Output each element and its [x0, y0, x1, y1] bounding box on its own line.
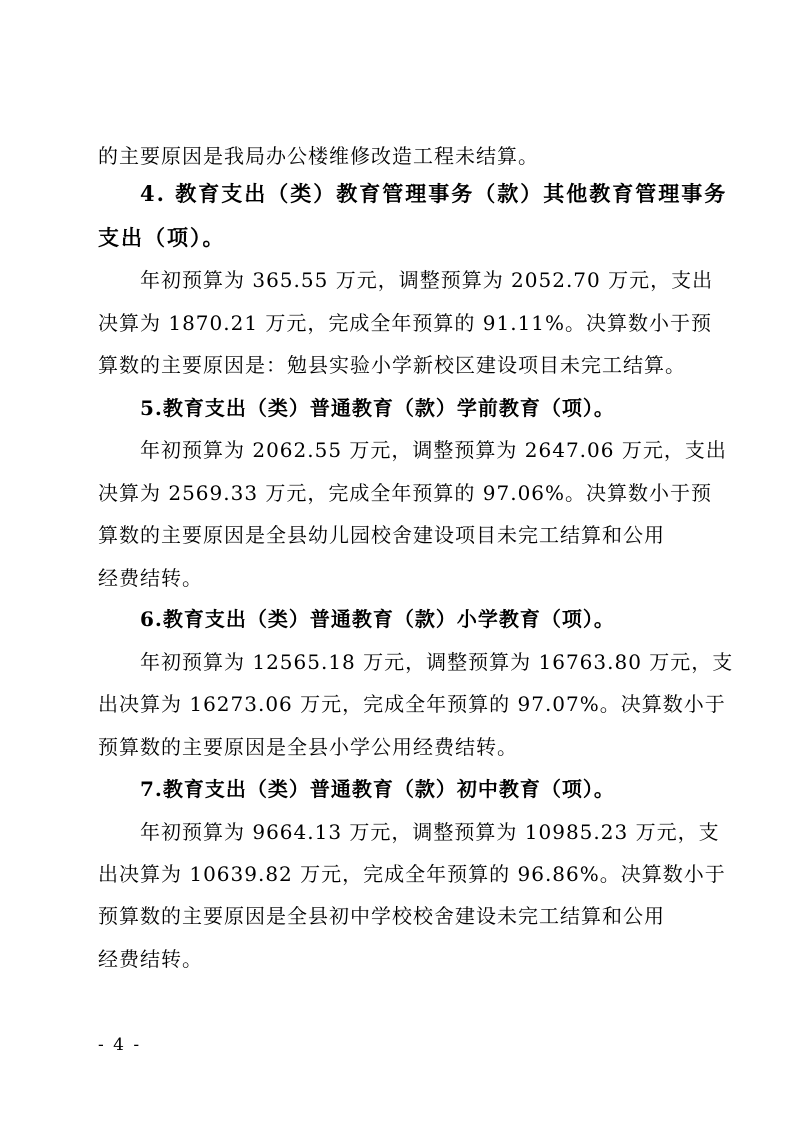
section-4-body-line-1: 年初预算为 365.55 万元，调整预算为 2052.70 万元，支出 — [140, 268, 714, 292]
section-5-body-line-1: 年初预算为 2062.55 万元，调整预算为 2647.06 万元，支出 — [140, 438, 727, 462]
section-4-body-line-2: 决算为 1870.21 万元，完成全年预算的 91.11%。决算数小于预 — [98, 311, 713, 335]
section-6-body-line-1: 年初预算为 12565.18 万元，调整预算为 16763.80 万元，支 — [140, 650, 734, 674]
section-7-body-line-3: 预算数的主要原因是全县初中学校校舍建设未完工结算和公用 — [98, 904, 665, 928]
section-heading-6: 6.教育支出（类）普通教育（款）小学教育（项）。 — [140, 607, 615, 631]
section-5-body-line-4: 经费结转。 — [98, 566, 203, 590]
section-4-body-line-3: 算数的主要原因是：勉县实验小学新校区建设项目未完工结算。 — [98, 353, 686, 377]
section-6-body-line-2: 出决算为 16273.06 万元，完成全年预算的 97.07%。决算数小于 — [98, 692, 726, 716]
section-7-body-line-1: 年初预算为 9664.13 万元，调整预算为 10985.23 万元，支 — [140, 820, 720, 844]
section-7-body-line-2: 出决算为 10639.82 万元，完成全年预算的 96.86%。决算数小于 — [98, 862, 726, 886]
section-5-body-line-3: 算数的主要原因是全县幼儿园校舍建设项目未完工结算和公用 — [98, 523, 665, 547]
section-heading-4-line-2: 支出（项）。 — [98, 225, 226, 250]
page-number: - 4 - — [98, 1035, 142, 1055]
section-heading-5: 5.教育支出（类）普通教育（款）学前教育（项）。 — [140, 396, 615, 420]
section-5-body-line-2: 决算为 2569.33 万元，完成全年预算的 97.06%。决算数小于预 — [98, 481, 713, 505]
section-6-body-line-3: 预算数的主要原因是全县小学公用经费结转。 — [98, 735, 518, 759]
section-7-body-line-4: 经费结转。 — [98, 947, 203, 971]
section-heading-7: 7.教育支出（类）普通教育（款）初中教育（项）。 — [140, 777, 615, 801]
paragraph-continuation-line: 的主要原因是我局办公楼维修改造工程未结算。 — [98, 144, 539, 168]
section-heading-4-line-1: 4. 教育支出（类）教育管理事务（款）其他教育管理事务 — [140, 181, 728, 206]
